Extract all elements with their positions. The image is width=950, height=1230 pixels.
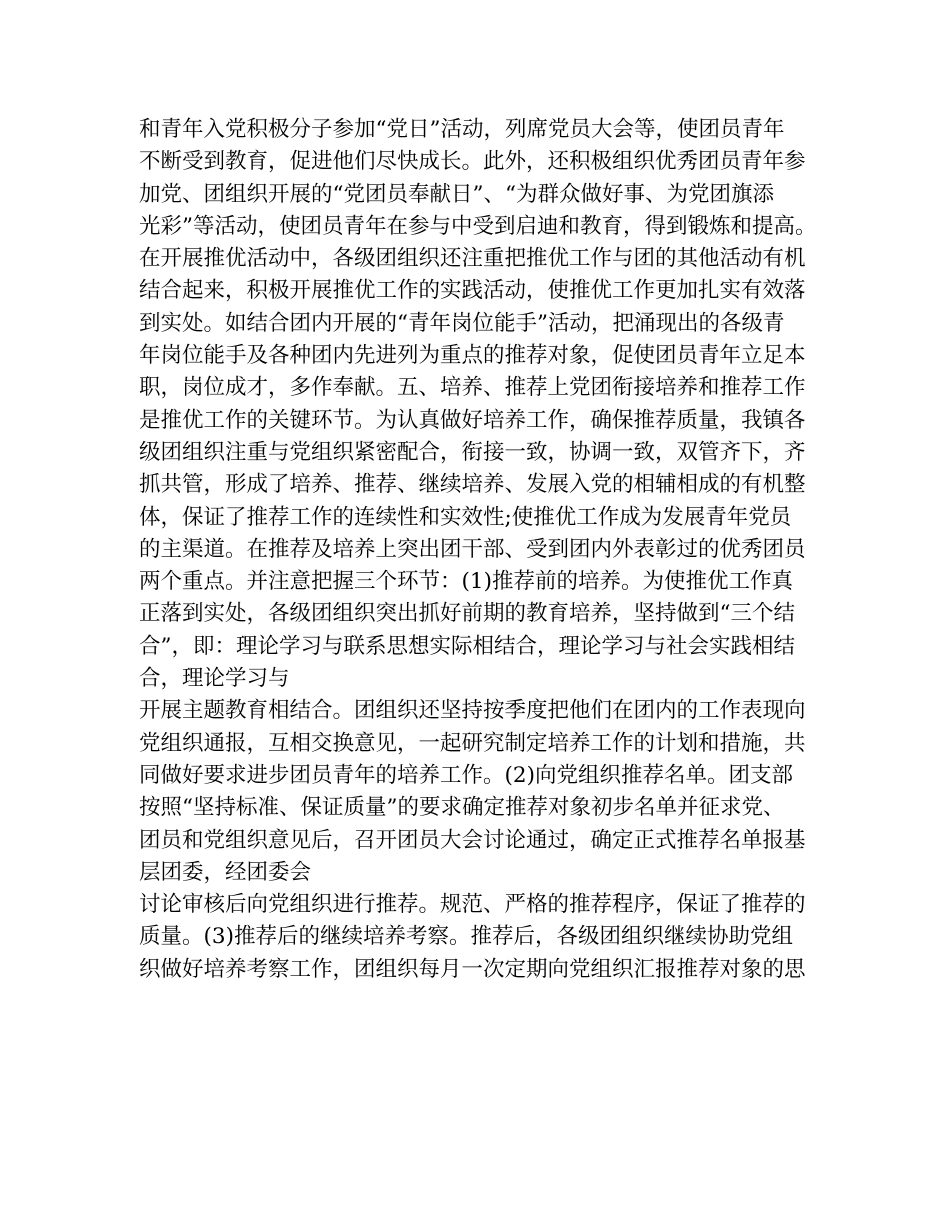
text-line: 年岗位能手及各种团内先进列为重点的推荐对象，促使团员青年立足本: [139, 343, 806, 369]
text-line: 正落到实处，各级团组织突出抓好前期的教育培养，坚持做到“三个结: [139, 601, 795, 627]
text-line: 在开展推优活动中，各级团组织还注重把推优工作与团的其他活动有机: [139, 246, 806, 272]
text-line: 合，理论学习与: [139, 666, 290, 692]
body-text: [139, 114, 829, 986]
text-line: 层团委，经团委会: [139, 859, 312, 885]
text-line: 加党、团组织开展的“党团员奉献日”、“为群众做好事、为党团旗添: [139, 181, 774, 207]
text-line: 同做好要求进步团员青年的培养工作。(2)向党组织推荐名单。团支部: [139, 762, 793, 788]
text-line: 光彩”等活动，使团员青年在参与中受到启迪和教育，得到锻炼和提高。: [139, 213, 817, 239]
text-line: 不断受到教育，促进他们尽快成长。此外，还积极组织优秀团员青年参: [139, 149, 806, 175]
text-line: 党组织通报，互相交换意见，一起研究制定培养工作的计划和措施，共: [139, 730, 806, 756]
text-line: 到实处。如结合团内开展的“青年岗位能手”活动，把涌现出的各级青: [139, 310, 785, 336]
text-line: 抓共管，形成了培养、推荐、继续培养、发展入党的相辅相成的有机整: [139, 472, 806, 498]
text-line: 织做好培养考察工作，团组织每月一次定期向党组织汇报推荐对象的思: [139, 956, 806, 982]
text-line: 级团组织注重与党组织紧密配合，衔接一致，协调一致，双管齐下，齐: [139, 439, 806, 465]
text-line: 合”，即：理论学习与联系思想实际相结合，理论学习与社会实践相结: [139, 633, 795, 659]
text-line: 讨论审核后向党组织进行推荐。规范、严格的推荐程序，保证了推荐的: [139, 892, 806, 918]
text-line: 职，岗位成才，多作奉献。五、培养、推荐上党团衔接培养和推荐工作: [139, 375, 806, 401]
text-line: 和青年入党积极分子参加“党日”活动，列席党员大会等，使团员青年: [139, 117, 785, 142]
text-line: 结合起来，积极开展推优工作的实践活动，使推优工作更加扎实有效落: [139, 278, 806, 304]
text-line: 开展主题教育相结合。团组织还坚持按季度把他们在团内的工作表现向: [139, 698, 806, 724]
text-line: 团员和党组织意见后，召开团员大会讨论通过，确定正式推荐名单报基: [139, 827, 806, 853]
text-line: 按照“坚持标准、保证质量”的要求确定推荐对象初步名单并征求党、: [139, 795, 785, 821]
text-line: 质量。(3)推荐后的继续培养考察。推荐后，各级团组织继续协助党组: [139, 924, 793, 950]
text-line: 是推优工作的关键环节。为认真做好培养工作，确保推荐质量，我镇各: [139, 407, 806, 433]
text-line: 体，保证了推荐工作的连续性和实效性;使推优工作成为发展青年党员: [139, 504, 792, 530]
text-line: 的主渠道。在推荐及培养上突出团干部、受到团内外表彰过的优秀团员: [139, 536, 806, 562]
text-line: 两个重点。并注意把握三个环节：(1)推荐前的培养。为使推优工作真: [139, 569, 793, 595]
